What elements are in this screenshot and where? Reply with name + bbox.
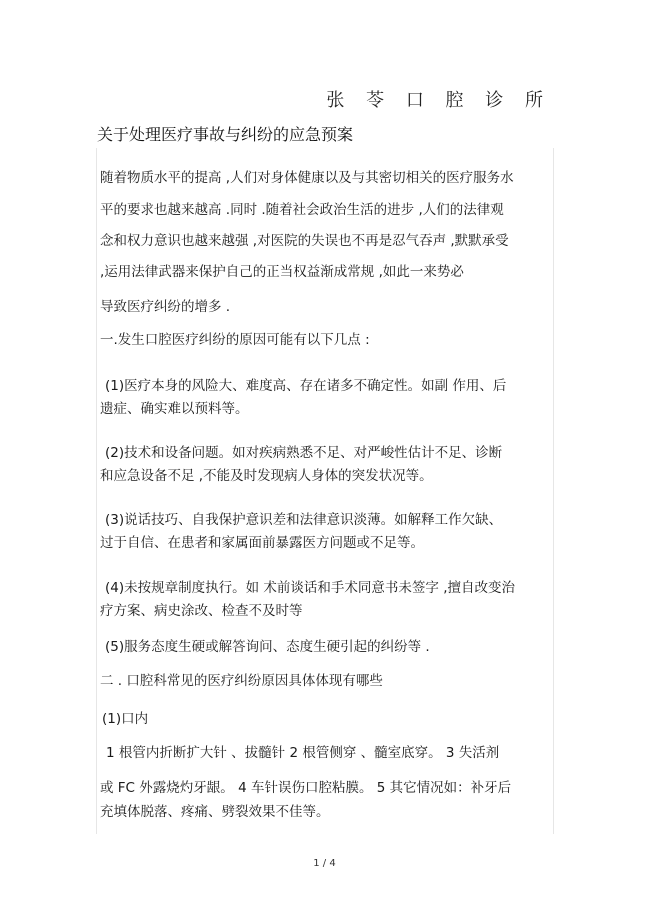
- subsection-1-line-1: 1 根管内折断扩大针 、拔髓针 2 根管侧穿 、髓室底穿。 3 失活剂: [106, 745, 500, 761]
- item-4-line-2: 疗方案、病史涂改、检查不及时等: [100, 603, 303, 619]
- intro-line-2: 平的要求也越来越高 .同时 .随着社会政治生活的进步 ,人们的法律观: [100, 202, 504, 218]
- intro-line-1: 随着物质水平的提高 ,人们对身体健康以及与其密切相关的医疗服务水: [100, 170, 514, 186]
- item-1-line-1: (1)医疗本身的风险大、难度高、存在诸多不确定性。如副 作用、后: [105, 378, 507, 394]
- item-4-line-1: (4)未按规章制度执行。如 术前谈话和手术同意书未签字 ,擅自改变治: [105, 580, 515, 596]
- text-frame: [96, 148, 554, 834]
- item-3-line-1: (3)说话技巧、自我保护意识差和法律意识淡薄。如解释工作欠缺、: [105, 512, 503, 528]
- subsection-1-line-2: 或 FC 外露烧灼牙龈。 4 车针误伤口腔粘膜。 5 其它情况如：补牙后: [100, 780, 512, 796]
- intro-line-4: ,运用法律武器来保护自己的正当权益渐成常规 ,如此一来势必: [100, 264, 464, 280]
- clinic-name: 张 苓 口 腔 诊 所: [326, 90, 551, 111]
- item-3-line-2: 过于自信、在患者和家属面前暴露医方问题或不足等。: [100, 535, 424, 551]
- document-title: 关于处理医疗事故与纠纷的应急预案: [97, 125, 354, 144]
- item-1-line-2: 遗症、确实难以预料等。: [100, 401, 249, 417]
- item-2-line-2: 和应急设备不足 ,不能及时发现病人身体的突发状况等。: [100, 468, 433, 484]
- intro-line-3: 念和权力意识也越来越强 ,对医院的失误也不再是忍气吞声 ,默默承受: [100, 233, 509, 249]
- subsection-1-heading: (1)口内: [102, 711, 149, 727]
- item-5: (5)服务态度生硬或解答询问、态度生硬引起的纠纷等 .: [105, 639, 430, 655]
- subsection-1-line-3: 充填体脱落、疼痛、劈裂效果不佳等。: [100, 804, 330, 820]
- item-2-line-1: (2)技术和设备问题。如对疾病熟悉不足、对严峻性估计不足、诊断: [105, 445, 503, 461]
- page-number: 1 / 4: [313, 858, 336, 869]
- intro-line-5: 导致医疗纠纷的增多 .: [100, 299, 231, 315]
- section-1-heading: 一.发生口腔医疗纠纷的原因可能有以下几点 :: [100, 332, 370, 348]
- section-2-heading: 二 . 口腔科常见的医疗纠纷原因具体体现有哪些: [100, 673, 383, 689]
